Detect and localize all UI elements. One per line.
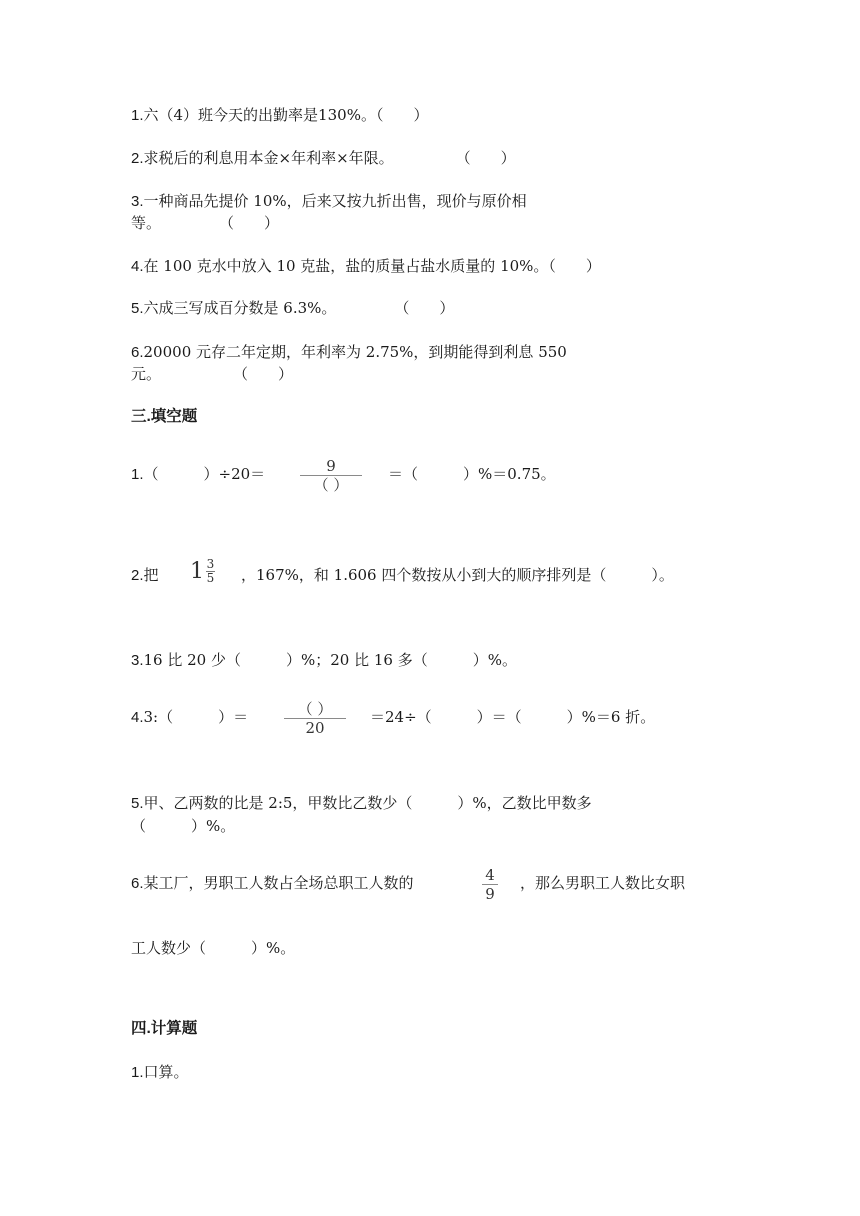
question-text: 3:（ ）＝	[143, 708, 249, 726]
fraction-numerator: 4	[485, 866, 495, 884]
question-text: 16 比 20 少（ ）%；20 比 16 多（ ）%。	[143, 651, 517, 669]
fill-question-6-cont	[131, 938, 295, 958]
tf-question-3-cont	[131, 213, 279, 233]
fill-question-5	[131, 793, 592, 814]
question-text: 把	[143, 566, 159, 584]
question-text: ＝24÷（ ）＝（ ）%＝6 折。	[370, 708, 656, 726]
tf-question-6-cont	[131, 364, 293, 384]
question-text: 口算。	[143, 1063, 189, 1081]
mixed-whole: 1	[190, 559, 204, 584]
question-text: 甲、乙两数的比是 2:5，甲数比乙数少（ ）%，乙数比甲数多	[143, 794, 592, 812]
fill-question-6	[131, 873, 414, 894]
answer-blank[interactable]: （ ）	[455, 149, 516, 167]
question-text: 20000 元存二年定期，年利率为 2.75%，到期能得到利息 550	[143, 343, 567, 361]
tf-question-2	[131, 148, 516, 169]
fill-question-1	[131, 464, 265, 485]
question-number: 6.	[131, 875, 144, 892]
calc-question-1	[131, 1062, 189, 1083]
fill-question-5-cont	[131, 816, 235, 836]
question-number: 3.	[131, 193, 144, 210]
fraction-denominator: 5	[206, 571, 215, 585]
fill-question-4	[131, 707, 248, 728]
fraction-denominator-blank[interactable]: （ ）	[313, 476, 349, 494]
section-heading-fill-in: 三.填空题	[131, 408, 198, 425]
mixed-fraction	[206, 558, 215, 585]
question-text: ＝（ ）%＝0.75。	[388, 465, 556, 483]
question-text: 一种商品先提价 10%，后来又按九折出售，现价与原价相	[143, 192, 527, 210]
tf-question-3	[131, 191, 527, 212]
question-text: 求税后的利息用本金×年利率×年限。	[143, 149, 394, 167]
fill-question-1-rest	[388, 464, 556, 484]
fill-question-3	[131, 650, 517, 671]
fill-question-6-rest	[520, 873, 685, 893]
fraction-9-over-blank	[300, 457, 362, 494]
fraction-denominator: 9	[485, 885, 495, 903]
question-text: 六成三写成百分数是 6.3%。	[143, 299, 337, 317]
question-number: 4.	[131, 258, 144, 275]
question-text: ，167%，和 1.606 四个数按从小到大的顺序排列是（ ）。	[241, 566, 674, 584]
fill-question-2-rest	[241, 565, 674, 585]
question-number: 5.	[131, 795, 144, 812]
mixed-number-1-3-5	[190, 558, 215, 585]
question-number: 1.	[131, 1064, 144, 1081]
question-text: 六（4）班今天的出勤率是130%。（ ）	[143, 106, 429, 124]
question-text: 在 100 克水中放入 10 克盐，盐的质量占盐水质量的 10%。（ ）	[143, 257, 601, 275]
fill-question-4-rest	[370, 707, 655, 727]
question-number: 2.	[131, 567, 144, 584]
tf-question-1	[131, 105, 428, 126]
fraction-blank-over-20	[284, 700, 346, 737]
answer-blank[interactable]: （ ）	[219, 214, 280, 232]
tf-question-5	[131, 298, 454, 319]
question-text: ，那么男职工人数比女职	[520, 874, 686, 892]
fraction-numerator: 3	[206, 557, 215, 571]
question-text: 元。	[131, 365, 162, 383]
question-number: 4.	[131, 709, 144, 726]
fill-question-2	[131, 565, 159, 586]
tf-question-6	[131, 342, 567, 363]
question-text: 某工厂，男职工人数占全场总职工人数的	[143, 874, 414, 892]
question-number: 2.	[131, 150, 144, 167]
question-text: （ ）%。	[131, 817, 236, 835]
answer-blank[interactable]: （ ）	[394, 299, 455, 317]
answer-blank[interactable]: （ ）	[233, 365, 294, 383]
fraction-numerator-blank[interactable]: （ ）	[297, 700, 333, 718]
fraction-4-over-9	[482, 866, 498, 903]
question-number: 3.	[131, 652, 144, 669]
question-text: 等。	[131, 214, 162, 232]
question-text: （ ）÷20＝	[143, 465, 266, 483]
question-number: 6.	[131, 344, 144, 361]
question-number: 5.	[131, 300, 144, 317]
tf-question-4	[131, 256, 601, 277]
fraction-denominator: 20	[305, 719, 325, 737]
question-number: 1.	[131, 466, 144, 483]
question-text: 工人数少（ ）%。	[131, 939, 296, 957]
section-heading-calculation: 四.计算题	[131, 1020, 198, 1037]
fraction-numerator: 9	[326, 457, 336, 475]
question-number: 1.	[131, 107, 144, 124]
